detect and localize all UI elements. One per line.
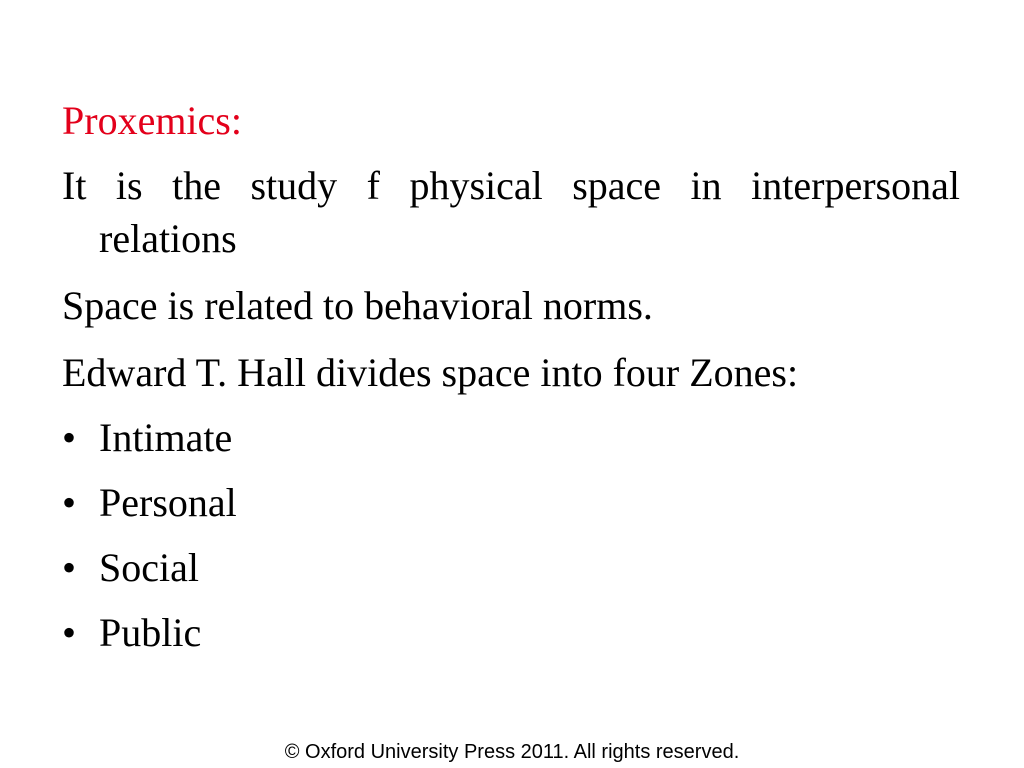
copyright-footer: © Oxford University Press 2011. All rights reserved. — [284, 741, 740, 763]
definition-word: physical — [409, 163, 543, 208]
definition-line-2: relations — [99, 216, 237, 261]
slide-heading: Proxemics: — [62, 98, 242, 143]
definition-word: in — [690, 163, 722, 208]
zone-label: Personal — [99, 480, 237, 525]
definition-word: f — [366, 163, 380, 208]
definition-word: is — [115, 163, 143, 208]
bullet-icon: • — [62, 610, 77, 655]
space-norms-paragraph: Space is related to behavioral norms. — [62, 283, 653, 328]
bullet-icon: • — [62, 415, 77, 460]
zone-item-intimate — [62, 412, 232, 464]
definition-paragraph — [62, 160, 960, 265]
zone-label: Intimate — [99, 415, 233, 460]
definition-word: It — [62, 163, 87, 208]
hall-intro-paragraph: Edward T. Hall divides space into four Zones: — [62, 350, 799, 395]
definition-word: interpersonal — [751, 163, 960, 208]
zone-item-personal — [62, 477, 237, 529]
zone-label: Social — [99, 545, 199, 590]
definition-word: the — [172, 163, 221, 208]
definition-word: space — [572, 163, 662, 208]
zone-label: Public — [99, 610, 202, 655]
zone-item-public — [62, 607, 201, 659]
definition-line-1 — [62, 160, 960, 212]
bullet-icon: • — [62, 545, 77, 590]
zone-item-social — [62, 542, 199, 594]
bullet-icon: • — [62, 480, 77, 525]
definition-word: study — [250, 163, 338, 208]
